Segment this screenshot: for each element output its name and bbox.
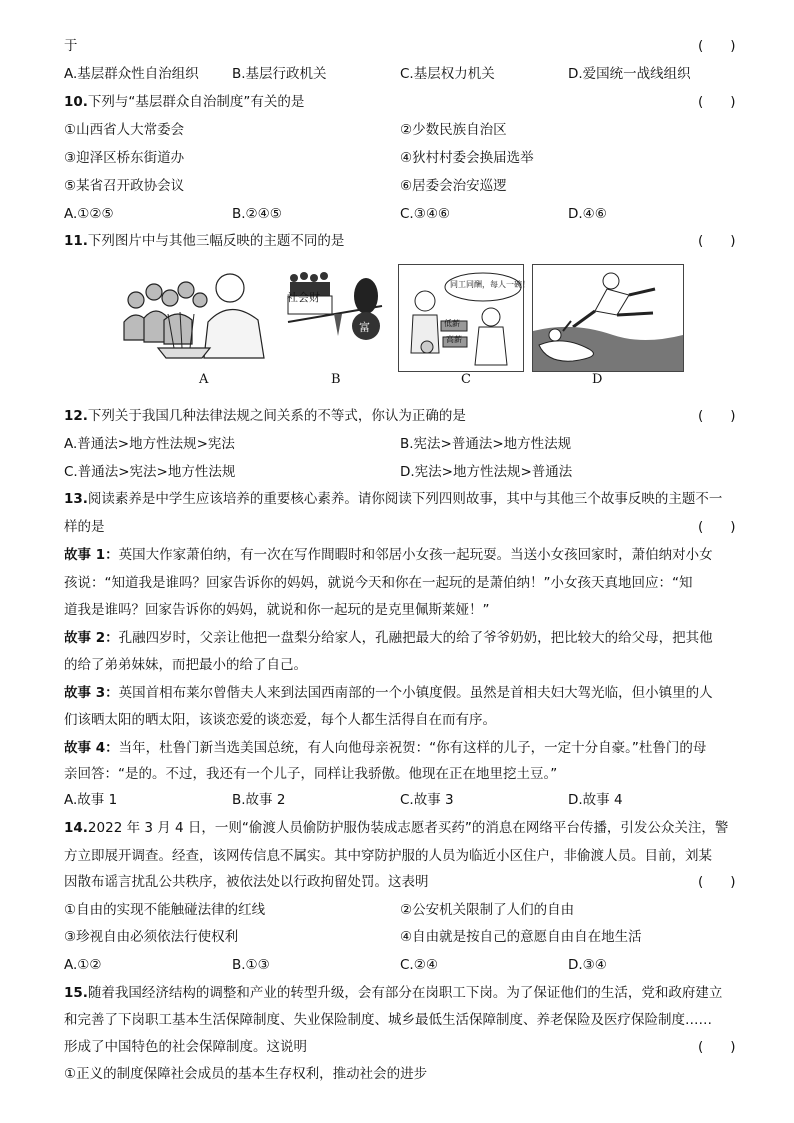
q15-stem-line-1 [64, 983, 722, 1003]
q13-story-2-text: 孔融四岁时，父亲让他把一盘梨分给家人，孔融把最大的给了爷爷奶奶，把比较大的给父母，把其他 [118, 630, 713, 646]
q13-option-b: B.故事 2 [232, 792, 286, 808]
q11-picture-a [118, 262, 270, 362]
q14-number: 14. [64, 820, 88, 836]
q13-story-4-text: 当年，杜鲁门新当选美国总统，有人向他母亲祝贺：“你有这样的儿子，一定十分自豪。”杜鲁门的母 [118, 740, 707, 756]
q12-number: 12. [64, 408, 88, 424]
q13-stem-line-1 [64, 489, 722, 509]
q13-option-a: A.故事 1 [64, 792, 118, 808]
q12-option-c: C.普通法>宪法>地方性法规 [64, 464, 236, 480]
q11-label-a: A [199, 372, 209, 387]
q13-story-2-label: 故事 2： [64, 630, 119, 646]
q11-pic-b-text-1: 社会财 [287, 291, 320, 304]
q13-option-d: D.故事 4 [568, 792, 623, 808]
q15-stem-line-3: 形成了中国特色的社会保障制度。这说明 [64, 1039, 307, 1055]
q14-option-d: D.③④ [568, 957, 607, 973]
q12-stem [64, 406, 466, 426]
q13-story-4-line-2: 亲回答：“是的。不过，我还有一个儿子，同样让我骄傲。他现在正在地里挖土豆。” [64, 766, 558, 782]
q14-stem-line-2: 方立即展开调查。经查，该网传信息不属实。其中穿防护服的人员为临近小区住户，非偷渡人员。目前，刘某 [64, 848, 712, 864]
q11-picture-d [532, 264, 684, 372]
q13-option-c: C.故事 3 [400, 792, 454, 808]
q13-story-2-line-1 [64, 628, 713, 648]
q9-option-b: B.基层行政机关 [232, 66, 327, 82]
q11-pic-c-text-3: 高薪 [446, 335, 462, 344]
q10-answer-paren: ( ) [698, 94, 736, 110]
q15-stem-text: 随着我国经济结构的调整和产业的转型升级，会有部分在岗职工下岗。为了保证他们的生活，党和政府建立 [87, 985, 723, 1001]
q14-item-1: ①自由的实现不能触碰法律的红线 [64, 902, 266, 918]
q13-story-1-text: 英国大作家萧伯纳，有一次在写作間暇时和邻居小女孩一起玩耍。当送小女孩回家时，萧伯纳对小女 [118, 547, 713, 563]
q10-item-2: ②少数民族自治区 [400, 122, 507, 138]
q13-stem-line-2: 样的是 [64, 519, 105, 535]
q10-item-3: ③迎泽区桥东街道办 [64, 150, 185, 166]
q13-story-3-line-2: 们该晒太阳的晒太阳，该谈恋爱的谈恋爱，每个人都生活得自在而有序。 [64, 712, 496, 728]
q14-stem-line-3: 因散布谣言扰乱公共秩序，被依法处以行政拘留处罚。这表明 [64, 874, 429, 890]
q14-option-b: B.①③ [232, 957, 270, 973]
q12-answer-paren: ( ) [698, 408, 736, 424]
q9-answer-paren: ( ) [698, 38, 736, 54]
q10-item-1: ①山西省人大常委会 [64, 122, 185, 138]
q10-number: 10. [64, 94, 88, 110]
q10-item-4: ④狄村村委会换届选举 [400, 150, 534, 166]
q12-option-a: A.普通法>地方性法规>宪法 [64, 436, 235, 452]
q10-option-b: B.②④⑤ [232, 206, 282, 222]
q13-story-1-line-3: 道我是谁吗？回家告诉你的妈妈，就说和你一起玩的是克里佩斯莱娅！” [64, 602, 490, 618]
q13-story-1-label: 故事 1： [64, 547, 119, 563]
q13-story-3-text: 英国首相布莱尔曾偕夫人来到法国西南部的一个小镇度假。虽然是首相夫妇大驾光临，但小镇里的人 [118, 685, 713, 701]
q12-option-b: B.宪法>普通法>地方性法规 [400, 436, 572, 452]
q10-stem-text: 下列与“基层群众自治制度”有关的是 [87, 94, 305, 110]
q11-stem [64, 231, 344, 251]
q15-stem-line-2: 和完善了下岗职工基本生活保障制度、失业保险制度、城乡最低生活保障制度、养老保险及医疗保险制度…… [64, 1012, 712, 1028]
q11-picture-b [282, 266, 388, 362]
q13-story-3-line-1 [64, 683, 713, 703]
q9-continuation: 于 [64, 38, 78, 54]
q13-story-1-line-1 [64, 545, 713, 565]
q11-number: 11. [64, 233, 88, 249]
q15-answer-paren: ( ) [698, 1039, 736, 1055]
q9-option-d: D.爱国统一战线组织 [568, 66, 691, 82]
q11-label-c: C [461, 372, 471, 387]
q13-answer-paren: ( ) [698, 519, 736, 535]
q11-pic-c-text-2: 低薪 [444, 319, 460, 328]
q13-stem-text: 阅读素养是中学生应该培养的重要核心素养。请你阅读下列四则故事，其中与其他三个故事反映的主题不一 [87, 491, 723, 507]
q13-number: 13. [64, 491, 88, 507]
q12-option-d: D.宪法>地方性法规>普通法 [400, 464, 573, 480]
q10-option-a: A.①②⑤ [64, 206, 114, 222]
q13-story-4-line-1 [64, 738, 706, 758]
q15-item-1: ①正义的制度保障社会成员的基本生存权利，推动社会的进步 [64, 1066, 428, 1082]
q9-option-a: A.基层群众性自治组织 [64, 66, 199, 82]
q14-stem-line-1 [64, 818, 728, 838]
q14-item-4: ④自由就是按自己的意愿自由自在地生活 [400, 929, 642, 945]
q13-story-1-line-2: 孩说：“知道我是谁吗？回家告诉你的妈妈，就说今天和你在一起玩的是萧伯纳！”小女孩天真地回应：“知 [64, 575, 693, 591]
q15-number: 15. [64, 985, 88, 1001]
q14-option-c: C.②④ [400, 957, 438, 973]
q13-story-2-line-2: 的给了弟弟妹妹，而把最小的给了自己。 [64, 657, 307, 673]
q14-item-3: ③珍视自由必须依法行使权利 [64, 929, 239, 945]
q10-item-6: ⑥居委会治安巡逻 [400, 178, 507, 194]
q14-item-2: ②公安机关限制了人们的自由 [400, 902, 575, 918]
q11-label-b: B [331, 372, 341, 387]
q10-stem [64, 92, 304, 112]
q14-answer-paren: ( ) [698, 874, 736, 890]
q11-pic-c-text-1: 同工同酬，每人一碗！ [450, 280, 530, 289]
q14-option-a: A.①② [64, 957, 102, 973]
q10-option-c: C.③④⑥ [400, 206, 451, 222]
q14-stem-text: 2022 年 3 月 4 日，一则“偷渡人员偷防护服伪装成志愿者买药”的消息在网络平台传播，引发公众关注，警 [87, 820, 729, 836]
q9-option-c: C.基层权力机关 [400, 66, 495, 82]
q12-stem-text: 下列关于我国几种法律法规之间关系的不等式，你认为正确的是 [87, 408, 466, 424]
q11-label-d: D [592, 372, 603, 387]
q13-story-4-label: 故事 4： [64, 740, 119, 756]
q10-item-5: ⑤某省召开政协会议 [64, 178, 185, 194]
q10-option-d: D.④⑥ [568, 206, 607, 222]
q11-answer-paren: ( ) [698, 233, 736, 249]
q13-story-3-label: 故事 3： [64, 685, 119, 701]
q11-stem-text: 下列图片中与其他三幅反映的主题不同的是 [87, 233, 345, 249]
q11-pic-b-text-2: 富 [359, 321, 370, 334]
